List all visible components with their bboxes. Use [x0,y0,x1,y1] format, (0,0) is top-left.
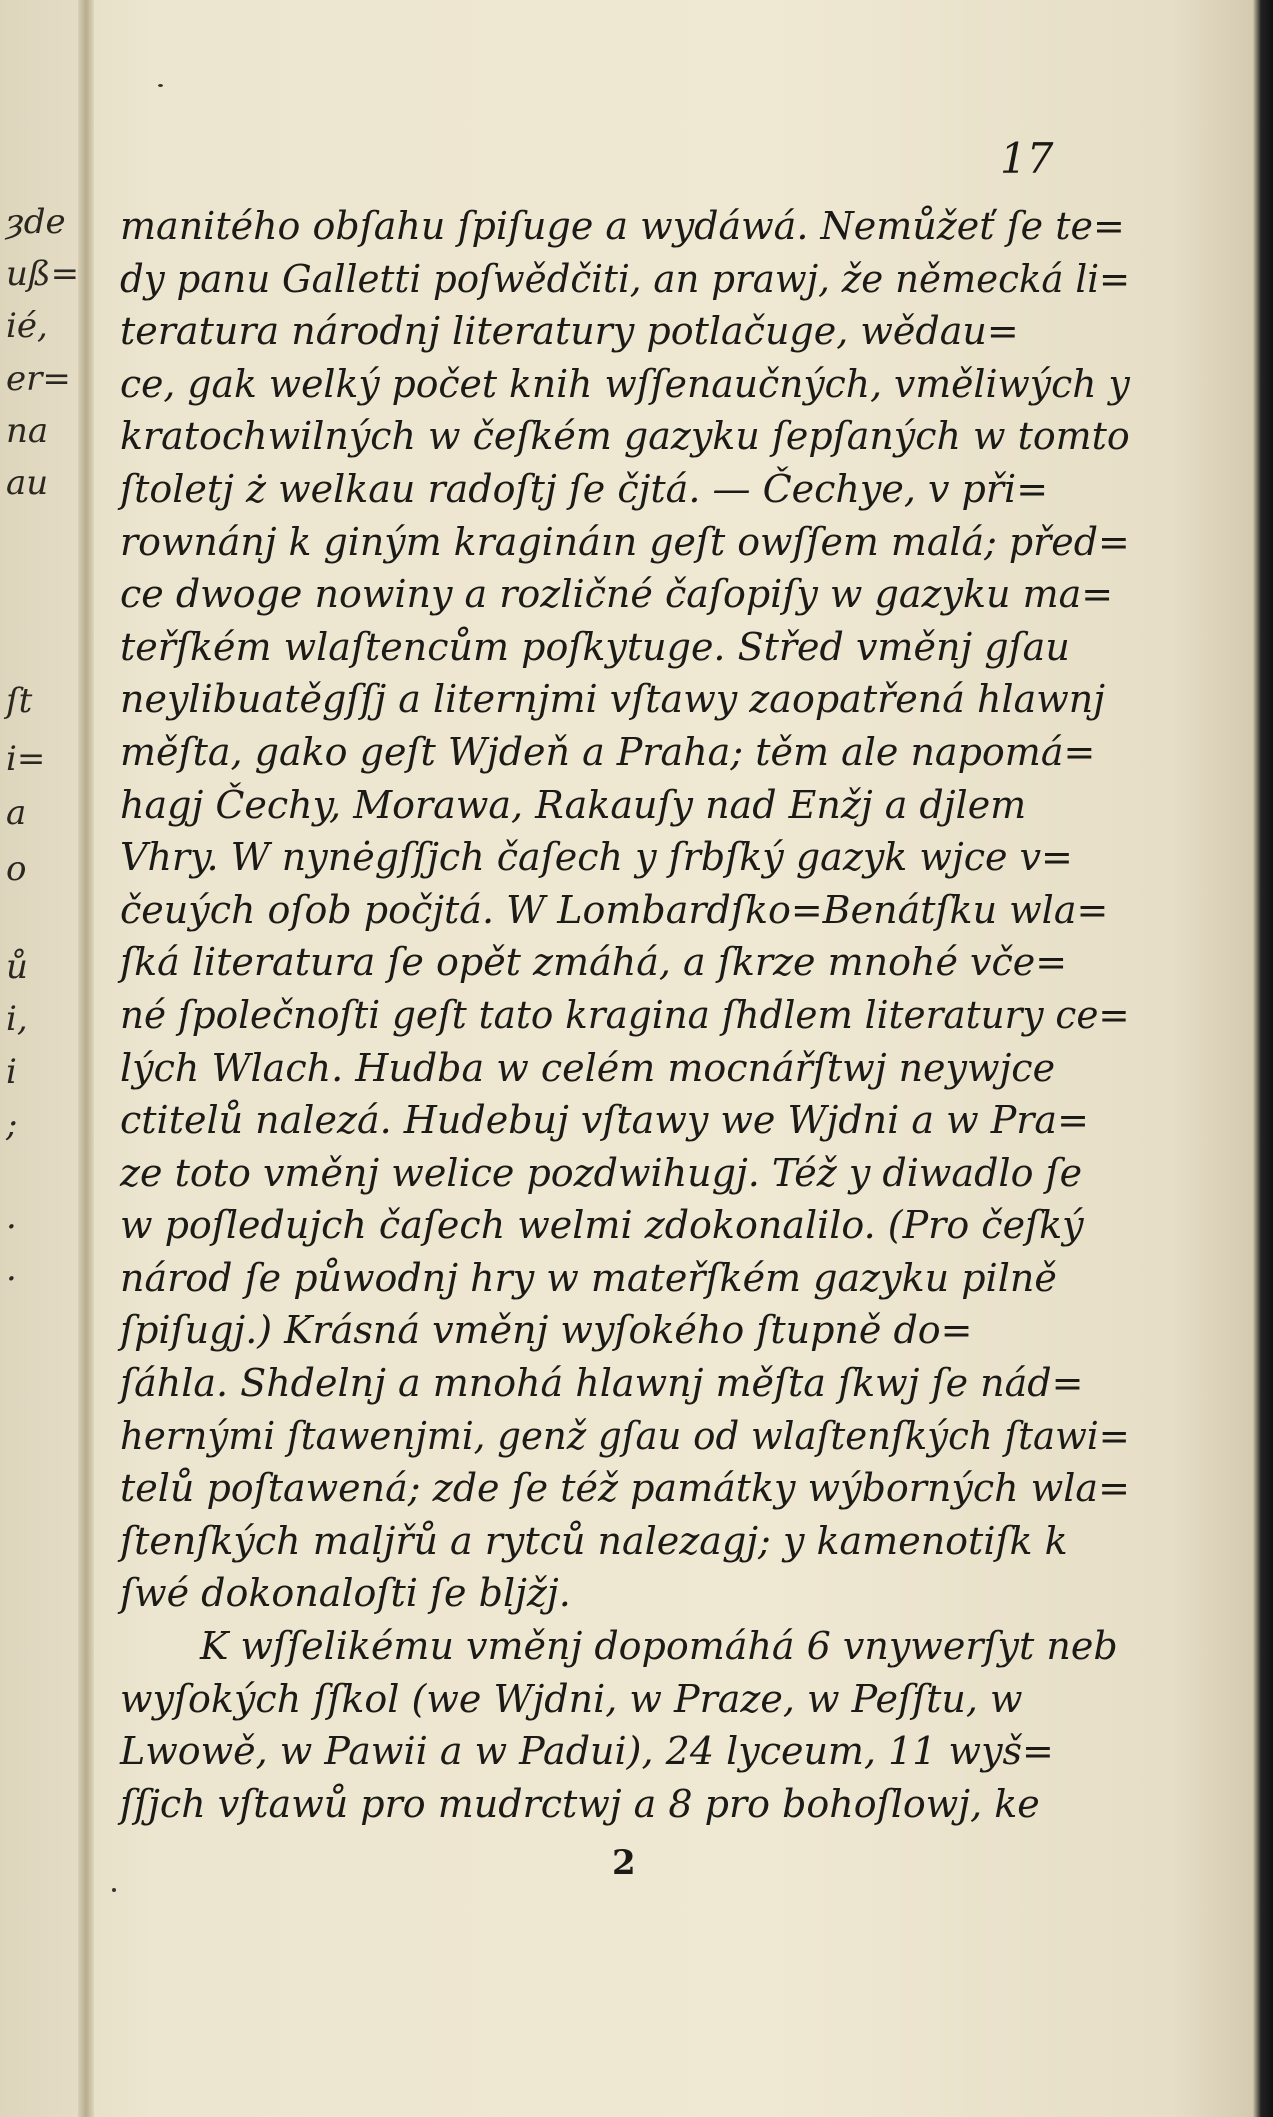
text-line: manitého obſahu ſpiſuge a wydáwá. Nemůžeť ſe te= [120,204,1125,248]
text-line: měſta, gako geſt Wjdeň a Praha; těm ale napomá= [120,729,1096,774]
text-line: hernými ſtawenjmi, genž gſau od wlaſtenſkých ſtawi= [120,1413,1130,1458]
margin-fragment: · [6,1207,17,1247]
body-text [120,200,1130,1830]
margin-fragment: i [6,1052,17,1092]
margin-fragment: er= [6,359,71,399]
text-line: wyſokých ſſkol (we Wjdni, w Praze, w Peſſtu, w [120,1676,1023,1721]
page-number: 17 [1000,134,1054,183]
page-edge-shadow [1253,0,1273,2117]
ink-speck [158,84,163,87]
text-line: čeuých oſob počjtá. W Lombardſko=Benátſku wla= [120,887,1109,932]
margin-fragment: ié, [6,306,48,346]
text-line: kratochwilných w čeſkém gazyku ſepſaných w tomto [120,414,1130,459]
text-line: ſtenſkých maljřů a rytců nalezagj; y kamenotiſk k [120,1518,1068,1563]
text-line: Vhry. W nynėgſſjch čaſech y ſrbſký gazyk wjce v= [120,835,1073,880]
text-line: hagj Čechy, Morawa, Rakauſy nad Enžj a djlem [120,782,1027,827]
text-line: Lwowě, w Pawii a w Padui), 24 lyceum, 11 wyš= [120,1729,1054,1774]
text-line: ſtoletj ż welkau radoſtj ſe čjtá. — Čechye, v při= [120,466,1049,511]
text-line: ce, gak welký počet knih wſſenaučných, vměliwých y [120,361,1130,406]
text-line: rownánj k giným kragináın geſt owſſem malá; před= [120,519,1130,564]
text-line: ſwé dokonaloſti ſe bljžj. [120,1571,571,1616]
margin-fragment: i, [6,999,28,1039]
margin-fragment: uß= [6,254,80,294]
text-line: národ ſe půwodnj hry w mateřſkém gazyku pilně [120,1255,1057,1300]
text-line: ſpiſugj.) Krásná vměnj wyſokého ſtupně do= [120,1308,973,1353]
text-line: ſáhla. Shdelnj a mnohá hlawnj měſta ſkwj ſe nád= [120,1361,1084,1406]
text-line: lých Wlach. Hudba w celém mocnářſtwj neywjce [120,1045,1056,1090]
text-line: w poſledujch čaſech welmi zdokonalilo. (Pro čeſký [120,1203,1084,1248]
margin-fragment: ; [6,1105,18,1145]
text-line: ſká literatura ſe opět zmáhá, a ſkrze mnohé vče= [120,940,1068,985]
margin-fragment: na [6,411,49,451]
text-line: teřſkém wlaſtencům poſkytuge. Střed vměnj gſau [120,624,1070,669]
paragraph-start-line: K wſſelikému vměnj dopomáhá 6 vnywerſyt neb [200,1624,1118,1669]
text-line: telů poſtawená; zde ſe též památky wýborných wla= [120,1466,1130,1511]
margin-fragment: ů [6,947,28,987]
margin-fragment: o [6,849,27,889]
margin-fragment: au [6,463,49,503]
ink-speck [112,1888,116,1892]
text-line: ctitelů nalezá. Hudebuj vſtawy we Wjdni a w Pra= [120,1098,1089,1143]
book-gutter [78,0,94,2117]
signature-mark: 2 [612,1843,636,1883]
text-line: neylibuatěgſſj a liternjmi vſtawy zaopatřená hlawnj [120,677,1106,722]
margin-fragment: a [6,793,27,833]
text-line: né ſpolečnoſti geſt tato kragina ſhdlem literatury ce= [120,992,1130,1037]
text-line: ce dwoge nowiny a rozličné čaſopiſy w gazyku ma= [120,572,1114,617]
text-line: dy panu Galletti poſwědčiti, an prawj, že německá li= [120,256,1131,301]
text-line: ze toto vměnj welice pozdwihugj. Též y diwadlo ſe [120,1150,1083,1195]
margin-fragment: ſt [6,681,33,721]
margin-fragment: ȝde [6,202,66,242]
margin-fragment: i= [6,739,46,779]
margin-fragment: · [6,1259,17,1299]
text-line: ſſjch vſtawů pro mudrctwj a 8 pro bohoſlowj, ke [120,1781,1040,1826]
text-line: teratura národnj literatury potlačuge, wědau= [120,309,1019,354]
